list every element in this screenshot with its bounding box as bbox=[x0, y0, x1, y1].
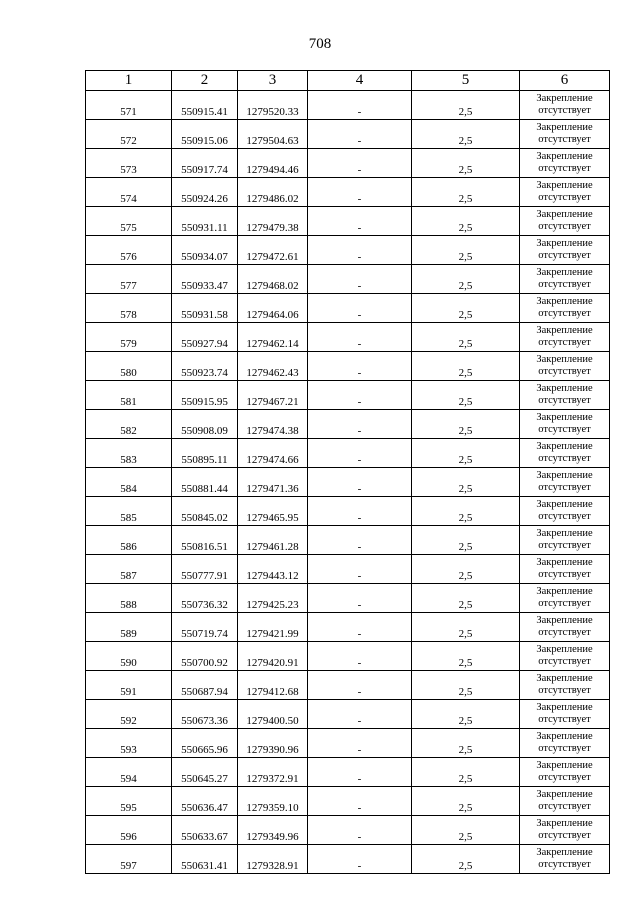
point-number-cell: 597 bbox=[86, 845, 172, 874]
table-row bbox=[86, 381, 610, 410]
point-number-cell: 574 bbox=[86, 178, 172, 207]
coord-y-cell: 1279494.46 bbox=[238, 149, 308, 178]
coord-x-cell: 550895.11 bbox=[172, 439, 238, 468]
fixing-note-line-2: отсутствует bbox=[538, 337, 591, 348]
column-header-4: 4 bbox=[308, 71, 412, 91]
fixing-note-line-2: отсутствует bbox=[538, 279, 591, 290]
coord-y-cell: 1279359.10 bbox=[238, 787, 308, 816]
coord-x-cell: 550927.94 bbox=[172, 323, 238, 352]
column-5-cell: 2,5 bbox=[412, 787, 520, 816]
column-5-cell: 2,5 bbox=[412, 352, 520, 381]
coordinates-table bbox=[85, 70, 610, 874]
coord-x-cell: 550777.91 bbox=[172, 555, 238, 584]
coord-x-cell: 550915.95 bbox=[172, 381, 238, 410]
column-4-cell: - bbox=[308, 120, 412, 149]
table-row bbox=[86, 758, 610, 787]
table-row bbox=[86, 323, 610, 352]
coord-y-cell: 1279390.96 bbox=[238, 729, 308, 758]
column-4-cell: - bbox=[308, 323, 412, 352]
fixing-note-cell bbox=[520, 729, 610, 758]
point-number-cell: 575 bbox=[86, 207, 172, 236]
coord-x-cell: 550636.47 bbox=[172, 787, 238, 816]
fixing-note-line-1: Закрепление bbox=[536, 586, 593, 597]
point-number-cell: 573 bbox=[86, 149, 172, 178]
fixing-note-line-1: Закрепление bbox=[536, 325, 593, 336]
fixing-note-line-1: Закрепление bbox=[536, 557, 593, 568]
coord-y-cell: 1279349.96 bbox=[238, 816, 308, 845]
table-row bbox=[86, 555, 610, 584]
fixing-note-cell bbox=[520, 381, 610, 410]
coord-y-cell: 1279520.33 bbox=[238, 91, 308, 120]
fixing-note-line-2: отсутствует bbox=[538, 685, 591, 696]
column-4-cell: - bbox=[308, 381, 412, 410]
column-4-cell: - bbox=[308, 207, 412, 236]
column-4-cell: - bbox=[308, 236, 412, 265]
fixing-note-line-1: Закрепление bbox=[536, 702, 593, 713]
fixing-note-cell bbox=[520, 352, 610, 381]
column-5-cell: 2,5 bbox=[412, 439, 520, 468]
coord-x-cell: 550934.07 bbox=[172, 236, 238, 265]
fixing-note-line-1: Закрепление bbox=[536, 528, 593, 539]
column-5-cell: 2,5 bbox=[412, 555, 520, 584]
fixing-note-line-2: отсутствует bbox=[538, 714, 591, 725]
column-4-cell: - bbox=[308, 642, 412, 671]
table-row bbox=[86, 700, 610, 729]
coord-y-cell: 1279420.91 bbox=[238, 642, 308, 671]
coord-y-cell: 1279504.63 bbox=[238, 120, 308, 149]
coord-y-cell: 1279471.36 bbox=[238, 468, 308, 497]
column-4-cell: - bbox=[308, 613, 412, 642]
fixing-note-line-2: отсутствует bbox=[538, 105, 591, 116]
fixing-note-line-2: отсутствует bbox=[538, 859, 591, 870]
coord-y-cell: 1279474.66 bbox=[238, 439, 308, 468]
column-5-cell: 2,5 bbox=[412, 468, 520, 497]
fixing-note-line-1: Закрепление bbox=[536, 383, 593, 394]
fixing-note-line-1: Закрепление bbox=[536, 122, 593, 133]
column-4-cell: - bbox=[308, 294, 412, 323]
table-row bbox=[86, 120, 610, 149]
fixing-note-line-2: отсутствует bbox=[538, 569, 591, 580]
column-5-cell: 2,5 bbox=[412, 584, 520, 613]
column-header-5: 5 bbox=[412, 71, 520, 91]
fixing-note-line-1: Закрепление bbox=[536, 412, 593, 423]
column-5-cell: 2,5 bbox=[412, 642, 520, 671]
table-row bbox=[86, 729, 610, 758]
table-row bbox=[86, 91, 610, 120]
fixing-note-cell bbox=[520, 468, 610, 497]
fixing-note-line-1: Закрепление bbox=[536, 499, 593, 510]
fixing-note-line-1: Закрепление bbox=[536, 296, 593, 307]
coord-x-cell: 550673.36 bbox=[172, 700, 238, 729]
point-number-cell: 572 bbox=[86, 120, 172, 149]
fixing-note-line-1: Закрепление bbox=[536, 93, 593, 104]
fixing-note-line-1: Закрепление bbox=[536, 789, 593, 800]
column-5-cell: 2,5 bbox=[412, 526, 520, 555]
coord-x-cell: 550908.09 bbox=[172, 410, 238, 439]
column-4-cell: - bbox=[308, 584, 412, 613]
point-number-cell: 581 bbox=[86, 381, 172, 410]
fixing-note-cell bbox=[520, 120, 610, 149]
fixing-note-line-2: отсутствует bbox=[538, 772, 591, 783]
table-row bbox=[86, 671, 610, 700]
fixing-note-line-1: Закрепление bbox=[536, 760, 593, 771]
coord-y-cell: 1279400.50 bbox=[238, 700, 308, 729]
fixing-note-line-1: Закрепление bbox=[536, 644, 593, 655]
fixing-note-line-2: отсутствует bbox=[538, 598, 591, 609]
column-5-cell: 2,5 bbox=[412, 845, 520, 874]
coord-y-cell: 1279421.99 bbox=[238, 613, 308, 642]
column-4-cell: - bbox=[308, 555, 412, 584]
fixing-note-line-1: Закрепление bbox=[536, 354, 593, 365]
fixing-note-line-1: Закрепление bbox=[536, 441, 593, 452]
coord-x-cell: 550917.74 bbox=[172, 149, 238, 178]
coord-y-cell: 1279464.06 bbox=[238, 294, 308, 323]
coord-x-cell: 550700.92 bbox=[172, 642, 238, 671]
fixing-note-line-2: отсутствует bbox=[538, 395, 591, 406]
coord-x-cell: 550633.67 bbox=[172, 816, 238, 845]
point-number-cell: 596 bbox=[86, 816, 172, 845]
table-row bbox=[86, 584, 610, 613]
fixing-note-line-1: Закрепление bbox=[536, 731, 593, 742]
point-number-cell: 587 bbox=[86, 555, 172, 584]
fixing-note-cell bbox=[520, 294, 610, 323]
fixing-note-cell bbox=[520, 207, 610, 236]
coord-y-cell: 1279425.23 bbox=[238, 584, 308, 613]
column-4-cell: - bbox=[308, 91, 412, 120]
table-header-row bbox=[86, 71, 610, 91]
fixing-note-cell bbox=[520, 584, 610, 613]
fixing-note-cell bbox=[520, 613, 610, 642]
coord-y-cell: 1279472.61 bbox=[238, 236, 308, 265]
coord-x-cell: 550665.96 bbox=[172, 729, 238, 758]
fixing-note-cell bbox=[520, 787, 610, 816]
column-5-cell: 2,5 bbox=[412, 294, 520, 323]
fixing-note-line-2: отсутствует bbox=[538, 511, 591, 522]
table-row bbox=[86, 526, 610, 555]
column-4-cell: - bbox=[308, 700, 412, 729]
fixing-note-cell bbox=[520, 439, 610, 468]
coord-x-cell: 550923.74 bbox=[172, 352, 238, 381]
fixing-note-cell bbox=[520, 845, 610, 874]
table-row bbox=[86, 816, 610, 845]
column-5-cell: 2,5 bbox=[412, 381, 520, 410]
table-row bbox=[86, 352, 610, 381]
column-4-cell: - bbox=[308, 352, 412, 381]
table-row bbox=[86, 497, 610, 526]
point-number-cell: 588 bbox=[86, 584, 172, 613]
column-5-cell: 2,5 bbox=[412, 816, 520, 845]
fixing-note-cell bbox=[520, 265, 610, 294]
coord-y-cell: 1279465.95 bbox=[238, 497, 308, 526]
fixing-note-line-2: отсутствует bbox=[538, 743, 591, 754]
coord-y-cell: 1279372.91 bbox=[238, 758, 308, 787]
point-number-cell: 584 bbox=[86, 468, 172, 497]
coord-y-cell: 1279474.38 bbox=[238, 410, 308, 439]
coord-x-cell: 550924.26 bbox=[172, 178, 238, 207]
column-5-cell: 2,5 bbox=[412, 265, 520, 294]
fixing-note-cell bbox=[520, 149, 610, 178]
column-4-cell: - bbox=[308, 729, 412, 758]
point-number-cell: 577 bbox=[86, 265, 172, 294]
coord-x-cell: 550881.44 bbox=[172, 468, 238, 497]
fixing-note-cell bbox=[520, 555, 610, 584]
column-5-cell: 2,5 bbox=[412, 729, 520, 758]
fixing-note-cell bbox=[520, 816, 610, 845]
column-5-cell: 2,5 bbox=[412, 613, 520, 642]
fixing-note-cell bbox=[520, 178, 610, 207]
coord-x-cell: 550631.41 bbox=[172, 845, 238, 874]
fixing-note-line-2: отсутствует bbox=[538, 163, 591, 174]
fixing-note-line-1: Закрепление bbox=[536, 151, 593, 162]
column-4-cell: - bbox=[308, 497, 412, 526]
fixing-note-line-2: отсутствует bbox=[538, 453, 591, 464]
fixing-note-line-2: отсутствует bbox=[538, 656, 591, 667]
fixing-note-cell bbox=[520, 410, 610, 439]
column-5-cell: 2,5 bbox=[412, 700, 520, 729]
coord-y-cell: 1279486.02 bbox=[238, 178, 308, 207]
fixing-note-line-1: Закрепление bbox=[536, 615, 593, 626]
table-row bbox=[86, 265, 610, 294]
column-4-cell: - bbox=[308, 845, 412, 874]
coord-y-cell: 1279462.43 bbox=[238, 352, 308, 381]
coord-x-cell: 550719.74 bbox=[172, 613, 238, 642]
fixing-note-line-2: отсутствует bbox=[538, 250, 591, 261]
coord-x-cell: 550845.02 bbox=[172, 497, 238, 526]
coord-y-cell: 1279468.02 bbox=[238, 265, 308, 294]
table-row bbox=[86, 613, 610, 642]
fixing-note-line-1: Закрепление bbox=[536, 238, 593, 249]
column-4-cell: - bbox=[308, 526, 412, 555]
fixing-note-cell bbox=[520, 642, 610, 671]
fixing-note-line-1: Закрепление bbox=[536, 818, 593, 829]
fixing-note-line-2: отсутствует bbox=[538, 801, 591, 812]
fixing-note-line-2: отсутствует bbox=[538, 192, 591, 203]
coord-y-cell: 1279461.28 bbox=[238, 526, 308, 555]
column-4-cell: - bbox=[308, 787, 412, 816]
table-row bbox=[86, 468, 610, 497]
table-row bbox=[86, 439, 610, 468]
table-row bbox=[86, 149, 610, 178]
fixing-note-cell bbox=[520, 236, 610, 265]
coord-x-cell: 550687.94 bbox=[172, 671, 238, 700]
fixing-note-line-1: Закрепление bbox=[536, 267, 593, 278]
column-header-2: 2 bbox=[172, 71, 238, 91]
coord-y-cell: 1279467.21 bbox=[238, 381, 308, 410]
table-row bbox=[86, 410, 610, 439]
coord-x-cell: 550816.51 bbox=[172, 526, 238, 555]
fixing-note-line-1: Закрепление bbox=[536, 847, 593, 858]
coord-y-cell: 1279328.91 bbox=[238, 845, 308, 874]
column-5-cell: 2,5 bbox=[412, 323, 520, 352]
fixing-note-cell bbox=[520, 758, 610, 787]
table-row bbox=[86, 294, 610, 323]
table-row bbox=[86, 207, 610, 236]
fixing-note-cell bbox=[520, 91, 610, 120]
column-5-cell: 2,5 bbox=[412, 91, 520, 120]
fixing-note-line-2: отсутствует bbox=[538, 627, 591, 638]
coord-x-cell: 550933.47 bbox=[172, 265, 238, 294]
fixing-note-line-2: отсутствует bbox=[538, 540, 591, 551]
fixing-note-line-1: Закрепление bbox=[536, 470, 593, 481]
table-row bbox=[86, 642, 610, 671]
column-4-cell: - bbox=[308, 816, 412, 845]
coord-x-cell: 550931.58 bbox=[172, 294, 238, 323]
point-number-cell: 590 bbox=[86, 642, 172, 671]
coord-y-cell: 1279462.14 bbox=[238, 323, 308, 352]
page-number: 708 bbox=[308, 36, 332, 52]
column-5-cell: 2,5 bbox=[412, 178, 520, 207]
point-number-cell: 585 bbox=[86, 497, 172, 526]
fixing-note-line-1: Закрепление bbox=[536, 209, 593, 220]
column-5-cell: 2,5 bbox=[412, 236, 520, 265]
point-number-cell: 580 bbox=[86, 352, 172, 381]
column-5-cell: 2,5 bbox=[412, 758, 520, 787]
point-number-cell: 582 bbox=[86, 410, 172, 439]
column-4-cell: - bbox=[308, 758, 412, 787]
table-row bbox=[86, 845, 610, 874]
fixing-note-line-2: отсутствует bbox=[538, 134, 591, 145]
point-number-cell: 593 bbox=[86, 729, 172, 758]
point-number-cell: 583 bbox=[86, 439, 172, 468]
point-number-cell: 594 bbox=[86, 758, 172, 787]
column-header-3: 3 bbox=[238, 71, 308, 91]
column-4-cell: - bbox=[308, 671, 412, 700]
point-number-cell: 589 bbox=[86, 613, 172, 642]
fixing-note-line-2: отсутствует bbox=[538, 830, 591, 841]
point-number-cell: 576 bbox=[86, 236, 172, 265]
column-5-cell: 2,5 bbox=[412, 671, 520, 700]
coord-x-cell: 550915.06 bbox=[172, 120, 238, 149]
fixing-note-line-2: отсутствует bbox=[538, 221, 591, 232]
column-header-6: 6 bbox=[520, 71, 610, 91]
column-4-cell: - bbox=[308, 178, 412, 207]
table-row bbox=[86, 787, 610, 816]
fixing-note-cell bbox=[520, 526, 610, 555]
fixing-note-cell bbox=[520, 497, 610, 526]
column-5-cell: 2,5 bbox=[412, 207, 520, 236]
coord-y-cell: 1279443.12 bbox=[238, 555, 308, 584]
point-number-cell: 586 bbox=[86, 526, 172, 555]
fixing-note-cell bbox=[520, 323, 610, 352]
fixing-note-line-1: Закрепление bbox=[536, 180, 593, 191]
column-4-cell: - bbox=[308, 265, 412, 294]
fixing-note-cell bbox=[520, 700, 610, 729]
column-4-cell: - bbox=[308, 468, 412, 497]
column-4-cell: - bbox=[308, 410, 412, 439]
point-number-cell: 579 bbox=[86, 323, 172, 352]
coord-x-cell: 550645.27 bbox=[172, 758, 238, 787]
point-number-cell: 571 bbox=[86, 91, 172, 120]
column-5-cell: 2,5 bbox=[412, 120, 520, 149]
column-5-cell: 2,5 bbox=[412, 410, 520, 439]
point-number-cell: 592 bbox=[86, 700, 172, 729]
table-row bbox=[86, 236, 610, 265]
fixing-note-line-1: Закрепление bbox=[536, 673, 593, 684]
fixing-note-cell bbox=[520, 671, 610, 700]
coord-x-cell: 550736.32 bbox=[172, 584, 238, 613]
point-number-cell: 595 bbox=[86, 787, 172, 816]
coord-x-cell: 550931.11 bbox=[172, 207, 238, 236]
table-body bbox=[86, 91, 610, 874]
coord-y-cell: 1279479.38 bbox=[238, 207, 308, 236]
column-5-cell: 2,5 bbox=[412, 497, 520, 526]
fixing-note-line-2: отсутствует bbox=[538, 366, 591, 377]
fixing-note-line-2: отсутствует bbox=[538, 482, 591, 493]
coord-x-cell: 550915.41 bbox=[172, 91, 238, 120]
column-header-1: 1 bbox=[86, 71, 172, 91]
fixing-note-line-2: отсутствует bbox=[538, 424, 591, 435]
coord-y-cell: 1279412.68 bbox=[238, 671, 308, 700]
column-4-cell: - bbox=[308, 149, 412, 178]
fixing-note-line-2: отсутствует bbox=[538, 308, 591, 319]
table-row bbox=[86, 178, 610, 207]
point-number-cell: 578 bbox=[86, 294, 172, 323]
column-4-cell: - bbox=[308, 439, 412, 468]
column-5-cell: 2,5 bbox=[412, 149, 520, 178]
point-number-cell: 591 bbox=[86, 671, 172, 700]
